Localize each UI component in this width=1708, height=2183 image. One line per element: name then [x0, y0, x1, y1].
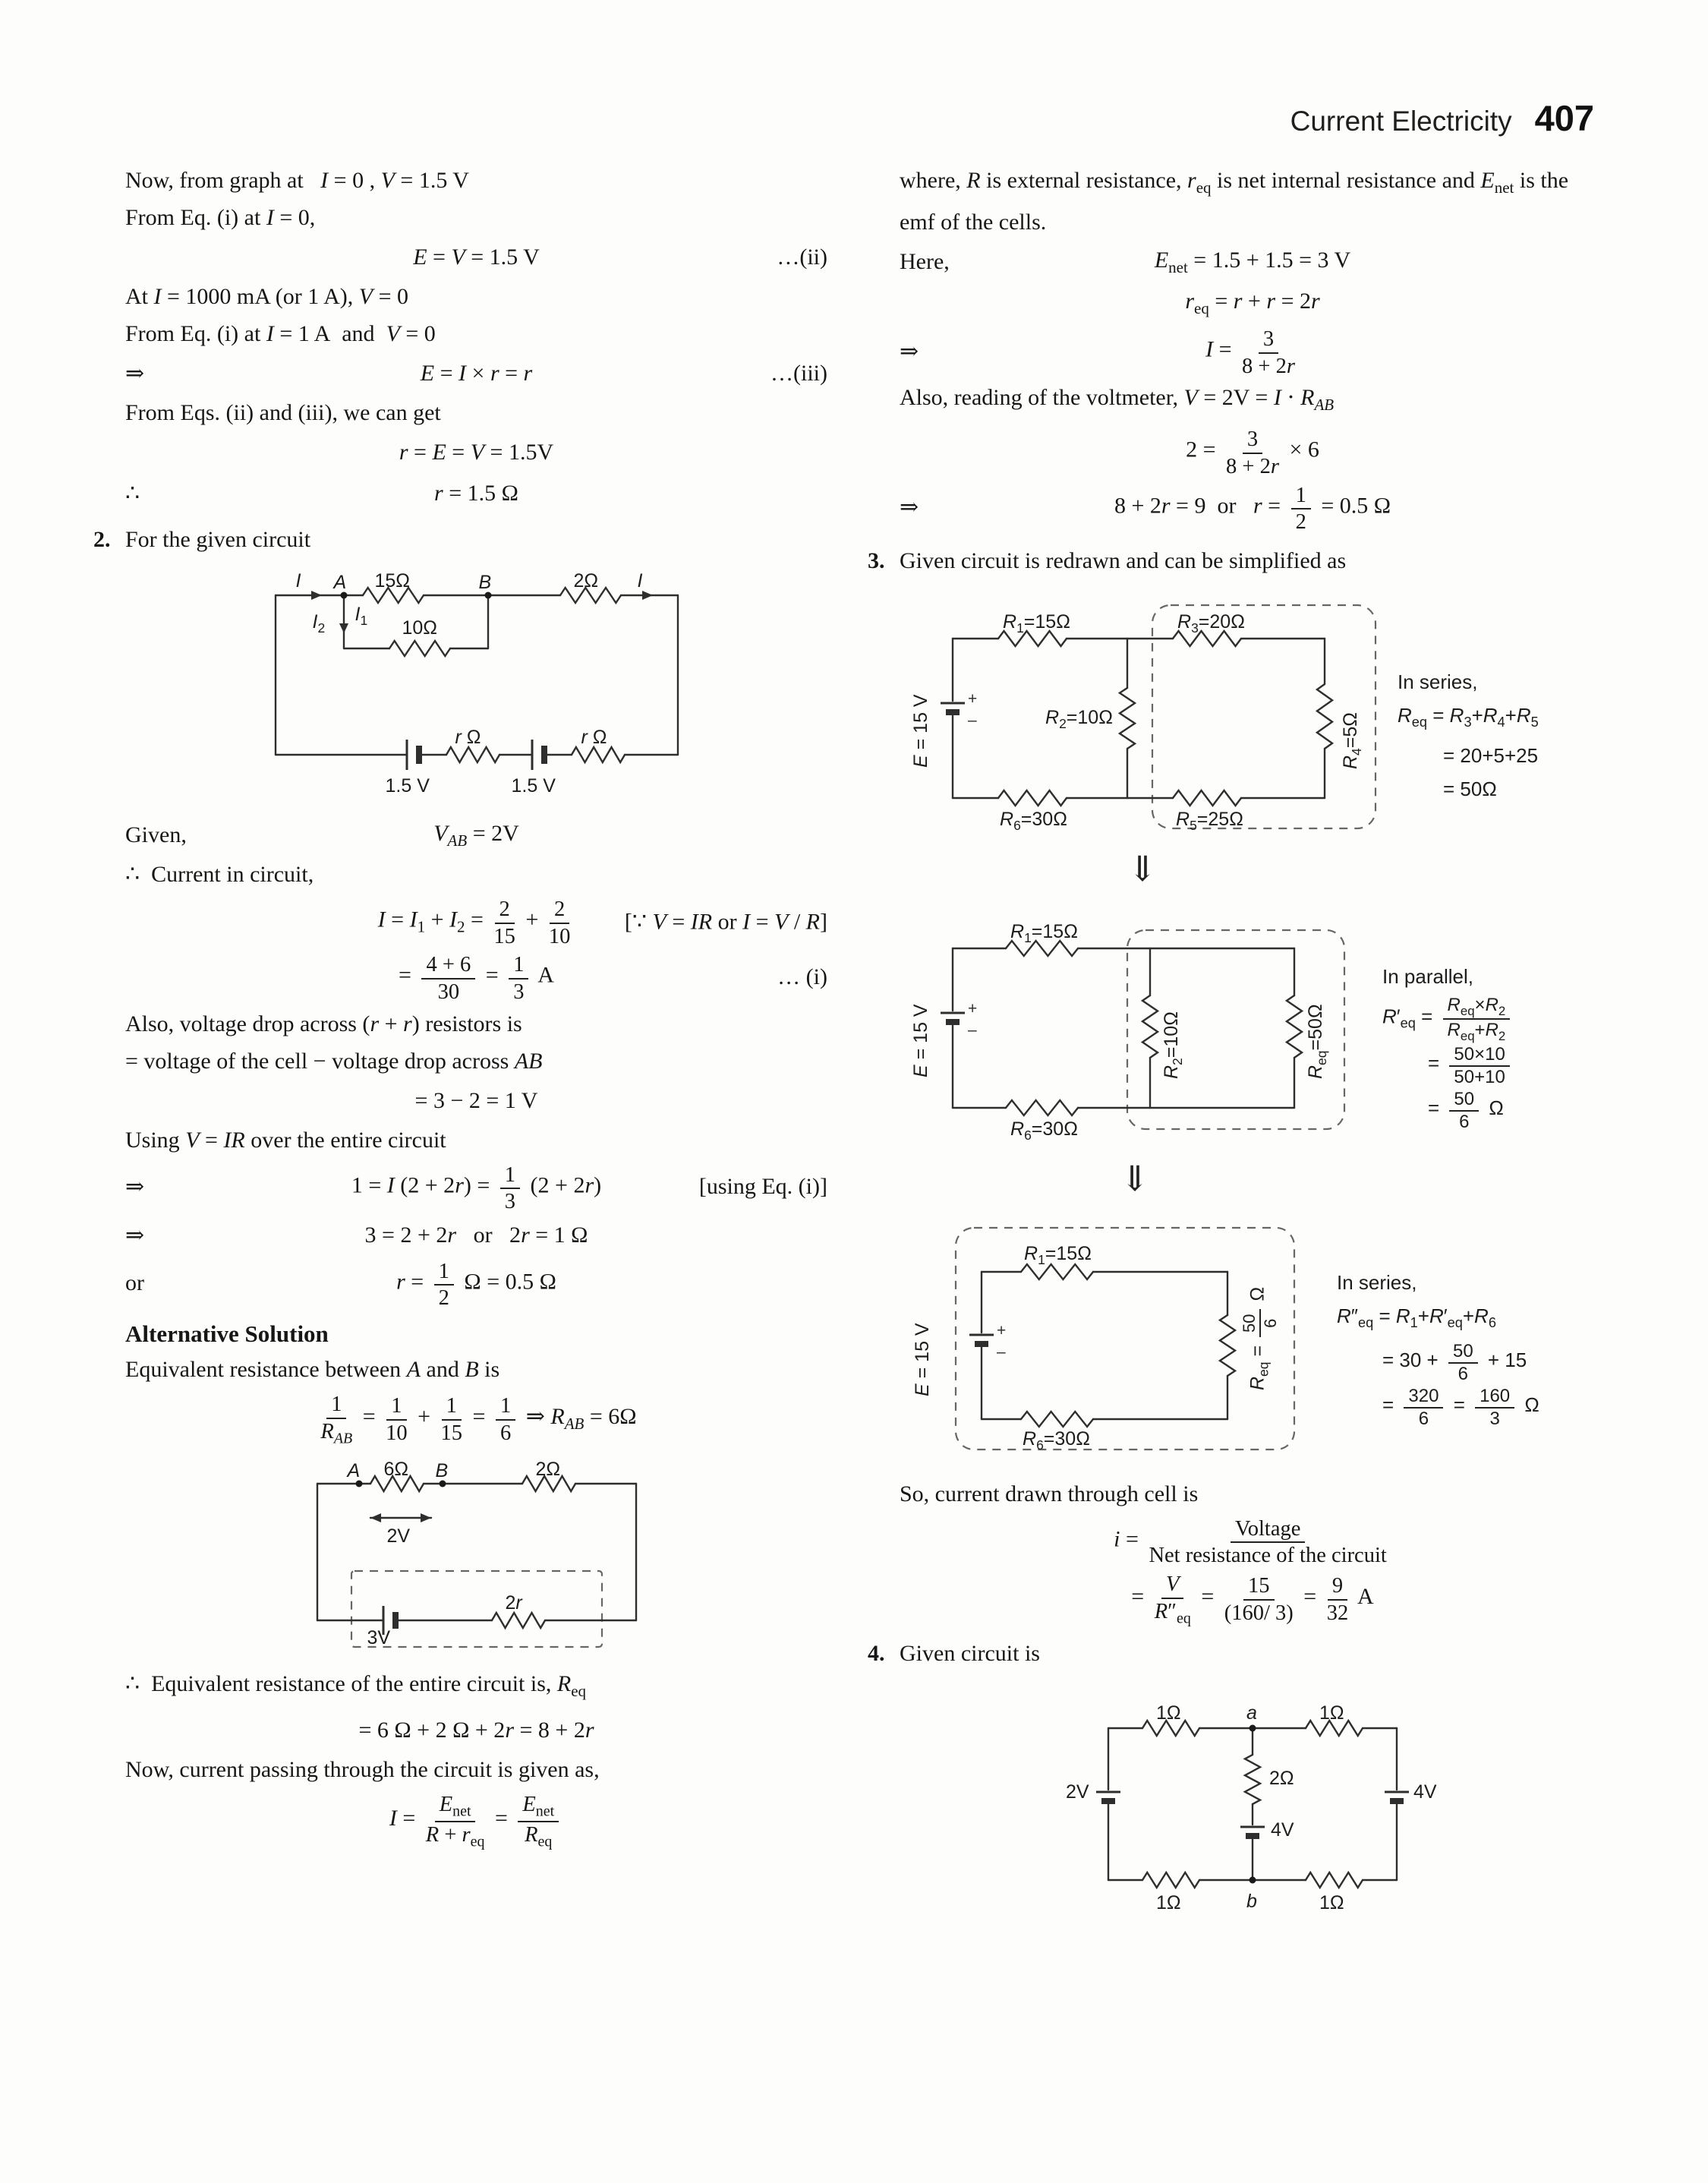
eq-body: 3 = 2 + 2r or 2r = 1 Ω [364, 1222, 588, 1248]
label-emf: E = 15 V [910, 694, 931, 768]
label-node-a: A [347, 1459, 361, 1481]
text-line: Also, voltage drop across (r + r) resistors is [125, 1011, 522, 1036]
label-req: $R_{eq}$ = 50 6 Ω [1240, 1286, 1280, 1390]
eq-lead: ∴ [125, 481, 140, 506]
eq-body: = 6 Ω + 2 Ω + 2r = 8 + 2r [358, 1717, 594, 1743]
resistor-r6 [1006, 1100, 1078, 1115]
equation-line [125, 1711, 827, 1749]
text-line: From Eq. (i) at I = 1 A and V = 0 [125, 321, 436, 346]
label-r1: $R_1=15\Omega$ [1010, 920, 1078, 945]
equation-line [125, 895, 827, 948]
circuit3-step2-row [900, 895, 1606, 1153]
problem-number: 2. [93, 527, 111, 552]
label-2ohm: 2Ω [1269, 1767, 1294, 1789]
resistor-r2 [1120, 688, 1135, 749]
eq-body: = $\frac{V}{R''_{eq}}$ = $\frac{15}{(160/ 3)}$ = $\frac{9}{32}$ A [1131, 1573, 1374, 1627]
label-cell1-voltage: 1.5 V [385, 775, 430, 797]
note-line: $R'_{eq}$ = $R_{eq}\times R_2$ $R_{eq}+R_2$ [1382, 993, 1514, 1043]
equation-line [900, 481, 1606, 534]
eq-body: $I = I_1 + I_2$ = $\frac{2}{15}$ + $\frac{2}{10}$ [377, 897, 571, 948]
note-line: In series, [1398, 670, 1478, 693]
eq-body: E = V = 1.5 V [413, 244, 540, 270]
eq-body: i = Voltage Net resistance of the circuit [1114, 1516, 1387, 1568]
page-header [1290, 97, 1594, 139]
label-r4: $R_4=5\Omega$ [1340, 711, 1364, 769]
right-column [868, 161, 1606, 1929]
wires [953, 631, 1332, 806]
battery-plus-sign: + [997, 1321, 1007, 1339]
note-series-final [1337, 1205, 1539, 1428]
label-1ohm-tl: 1Ω [1156, 1702, 1181, 1724]
eq-lead: Given, [125, 822, 187, 847]
label-r15: 15Ω [374, 570, 410, 591]
problem-text: For the given circuit [125, 527, 311, 552]
double-arrow-right [421, 1513, 431, 1522]
equation-line [125, 1390, 827, 1446]
label-r-internal-right: r Ω [581, 727, 607, 748]
circuit-alternative-svg [302, 1457, 651, 1656]
eq-body: $r_{eq} = r + r = 2r$ [1185, 288, 1320, 317]
eq-body: I = $\frac{3}{8 + 2r}$ [1205, 327, 1295, 378]
resistor-2r [492, 1613, 545, 1628]
label-vab: 2V [386, 1525, 411, 1547]
problem-4-heading [868, 1636, 1606, 1672]
label-current-out: I [637, 570, 643, 591]
resistor-1ohm-bl [1142, 1872, 1199, 1888]
label-node-b: B [435, 1459, 449, 1481]
label-node-b: B [478, 572, 492, 593]
equation-line [900, 325, 1606, 377]
problem-number: 3. [868, 547, 885, 573]
note-line: = $\frac{50}{6}$ Ω [1428, 1088, 1504, 1132]
node-b-dot [1249, 1876, 1256, 1883]
battery-minus-sign: – [968, 1021, 977, 1039]
label-r1: $R_1=15\Omega$ [1003, 610, 1070, 636]
eq-body: = $\frac{4 + 6}{30}$ = $\frac{1}{3}$ A [399, 953, 554, 1004]
label-r3: $R_3=20\Omega$ [1177, 610, 1245, 636]
circuit3-step2 [900, 895, 1370, 1153]
text-line: Now, from graph at I = 0 , V = 1.5 V [125, 168, 469, 193]
resistor-2ohm-mid [1245, 1755, 1260, 1804]
implies-down-arrow: ⇓ [1127, 849, 1158, 888]
resistor-r6 [998, 790, 1067, 806]
note-series [1398, 585, 1539, 806]
circuit-alternative [302, 1457, 651, 1656]
resistor-10ohm [389, 641, 450, 656]
label-r1: $R_1=15\Omega$ [1024, 1242, 1092, 1267]
eq-body: 1 = I (2 + 2r) = $\frac{1}{3}$ (2 + 2r) [351, 1162, 602, 1214]
equation-line [900, 1515, 1606, 1567]
label-current-in: I [295, 570, 301, 591]
eq-body: $V_{AB} = 2V$ [433, 820, 519, 850]
double-arrow-left [370, 1513, 381, 1522]
label-emf: E = 15 V [912, 1323, 933, 1396]
label-r6: $R_6=30\Omega$ [1000, 808, 1067, 833]
label-i1: $I_1$ [355, 604, 368, 628]
note-line: $R_{eq} = R_3+R_4+R_5$ [1398, 703, 1539, 730]
equation-line [125, 238, 827, 276]
text-line: So, current drawn through cell is [900, 1481, 1199, 1506]
note-line: = 30 + $\frac{50}{6}$ + 15 [1382, 1340, 1527, 1385]
text-line: From Eqs. (ii) and (iii), we can get [125, 400, 441, 425]
eq-lead: Here, [900, 249, 950, 274]
label-r2: $R_2=10\Omega$ [1161, 1011, 1185, 1079]
text-line: Equivalent resistance between A and B is [125, 1357, 500, 1382]
circuit-problem2-svg [264, 569, 689, 806]
text-line: = voltage of the cell − voltage drop across AB [125, 1048, 543, 1074]
problem-text: Given circuit is redrawn and can be simplified as [900, 547, 1347, 573]
implies-down-arrow: ⇓ [1120, 1159, 1150, 1198]
battery-plus-sign: + [968, 999, 978, 1017]
eq-note: …(ii) [777, 244, 827, 270]
text-line: where, R is external resistance, $r_{eq}$ is net internal resistance and $E_{net}$ is the emf of the cells. [900, 168, 1569, 235]
eq-lead: ⇒ [125, 1222, 145, 1248]
equation-line [900, 425, 1606, 478]
equation-line [900, 1570, 1606, 1626]
label-2r: 2r [505, 1592, 522, 1614]
circuit3-step3 [900, 1205, 1325, 1471]
eq-body: r = $\frac{1}{2}$ Ω = 0.5 Ω [396, 1259, 556, 1311]
resistor-r2 [1142, 995, 1158, 1058]
label-r2: 2Ω [573, 570, 599, 591]
battery-minus-sign: – [968, 711, 977, 729]
equation-line [125, 475, 827, 513]
eq-body: r = 1.5 Ω [434, 481, 518, 506]
text-line: ∴ Current in circuit, [125, 862, 314, 887]
eq-lead: ⇒ [900, 494, 919, 520]
eq-note: … (i) [777, 964, 827, 989]
label-2v: 2V [1066, 1781, 1089, 1803]
label-r6: $R_6=30\Omega$ [1023, 1427, 1090, 1453]
label-r6: 6Ω [383, 1458, 409, 1480]
circuit3-step1 [900, 585, 1385, 844]
circuit-problem2 [264, 569, 689, 806]
label-emf: E = 15 V [910, 1004, 931, 1077]
label-r6: $R_6=30\Omega$ [1010, 1118, 1078, 1143]
label-r-internal-left: r Ω [455, 727, 481, 748]
eq-note: …(iii) [770, 361, 827, 386]
resistor-r-right [572, 747, 625, 762]
resistor-req [1287, 995, 1302, 1058]
label-r5: $R_5=25\Omega$ [1176, 808, 1243, 833]
problem-2-heading [93, 522, 827, 558]
equation-line [900, 284, 1606, 322]
equation-line [125, 1216, 827, 1254]
equation-line [125, 1790, 827, 1850]
label-1ohm-bl: 1Ω [1156, 1891, 1181, 1913]
label-node-b: b [1246, 1890, 1257, 1912]
label-4v-mid: 4V [1271, 1819, 1294, 1841]
label-r2: 2Ω [535, 1458, 561, 1480]
note-line: = $\frac{50\times 10}{50+10}$ [1382, 1043, 1514, 1087]
equation-line [125, 355, 827, 393]
resistor-r5 [1173, 790, 1241, 806]
text-line: Also, reading of the voltmeter, $V = 2V = I \cdot R_{AB}$ [900, 385, 1335, 415]
note-line: In series, [1337, 1270, 1417, 1294]
wires [317, 1476, 636, 1628]
label-cell2-voltage: 1.5 V [511, 775, 556, 797]
equation-line [125, 1161, 827, 1213]
eq-note: [using Eq. (i)] [698, 1174, 827, 1200]
label-4v: 4V [1413, 1781, 1437, 1803]
equation-line [125, 1257, 827, 1310]
label-i2: $I_2$ [312, 611, 326, 636]
label-1ohm-br: 1Ω [1319, 1891, 1344, 1913]
circuit3-step1-row [900, 585, 1606, 844]
problem-3-heading [868, 543, 1606, 579]
eq-body: E = I × r = r [420, 361, 533, 386]
content-columns [93, 161, 1606, 1929]
left-column [93, 161, 827, 1929]
text-line: Now, current passing through the circuit is given as, [125, 1756, 600, 1782]
eq-body: 2 = $\frac{3}{8 + 2r}$ × 6 [1186, 427, 1319, 478]
current-arrow-in [311, 591, 322, 600]
wires [982, 1264, 1235, 1427]
resistor-r6 [1021, 1412, 1093, 1427]
eq-lead: or [125, 1270, 144, 1296]
label-req: $R_{eq}=50\Omega$ [1305, 1004, 1329, 1079]
battery-plus-sign: + [968, 689, 978, 708]
equation-line [900, 243, 1606, 281]
circuit3-step3-row [900, 1205, 1606, 1471]
eq-body: 8 + 2r = 9 or r = $\frac{1}{2}$ = 0.5 Ω [1114, 483, 1391, 535]
eq-lead: ⇒ [900, 339, 919, 364]
eq-body: I = $E_{net}$ $R + r_{eq}$ = $E_{net}$ $R_{eq}$ [389, 1790, 563, 1850]
eq-lead: ⇒ [125, 1174, 145, 1200]
label-1ohm-tr: 1Ω [1319, 1702, 1344, 1724]
text-line: Using V = IR over the entire circuit [125, 1127, 446, 1153]
problem-number: 4. [868, 1640, 885, 1666]
battery-minus-sign: – [997, 1342, 1006, 1361]
label-r2: $R_2=10\Omega$ [1045, 706, 1113, 731]
label-node-a: A [333, 572, 347, 593]
note-line: In parallel, [1382, 964, 1473, 988]
note-parallel [1382, 895, 1514, 1131]
label-r10: 10Ω [402, 617, 437, 639]
label-node-a: a [1246, 1702, 1257, 1724]
note-line: = 50Ω [1443, 777, 1497, 800]
text-line: From Eq. (i) at I = 0, [125, 205, 316, 230]
alternative-solution-heading: Alternative Solution [125, 1320, 329, 1347]
resistor-r4 [1317, 684, 1332, 749]
note-line: $R''_{eq} = R_1+R'_{eq}+R_6$ [1337, 1304, 1496, 1330]
eq-lead: ⇒ [125, 361, 145, 386]
note-line: = $\frac{320}{6}$ = $\frac{160}{3}$ Ω [1382, 1385, 1539, 1429]
eq-body: = 3 − 2 = 1 V [414, 1087, 538, 1113]
text-line: At I = 1000 mA (or 1 A), V = 0 [125, 284, 408, 309]
equation-line [125, 434, 827, 472]
equation-line [125, 1082, 827, 1120]
resistor-r-left [446, 747, 499, 762]
eq-body: r = E = V = 1.5V [399, 440, 554, 465]
wires [1108, 1721, 1397, 1888]
current-arrow-i2 [339, 623, 348, 633]
resistor-req [1220, 1315, 1235, 1376]
chapter-title: Current Electricity [1290, 106, 1512, 137]
eq-note: [∵ V = IR or I = V / R] [624, 909, 827, 935]
text-line: ∴ Equivalent resistance of the entire circuit is, $R_{eq}$ [125, 1670, 587, 1700]
label-3v: 3V [367, 1626, 391, 1648]
problem-text: Given circuit is [900, 1640, 1040, 1666]
current-arrow-out [642, 591, 653, 600]
equation-line [125, 816, 827, 854]
note-line: = 20+5+25 [1443, 743, 1539, 767]
eq-body: $E_{net} = 1.5 + 1.5 = 3$ V [1154, 247, 1351, 276]
eq-body: 1 $R_{AB}$ = $\frac{1}{10}$ + $\frac{1}{15}$ = $\frac{1}{6}$ ⇒ $R_{AB} = 6\Omega$ [320, 1393, 637, 1447]
circuit-problem4 [1055, 1683, 1450, 1918]
resistor-1ohm-br [1306, 1872, 1363, 1888]
page-number: 407 [1534, 98, 1594, 138]
equation-line [125, 951, 827, 1003]
node-a-dot [1249, 1724, 1256, 1731]
